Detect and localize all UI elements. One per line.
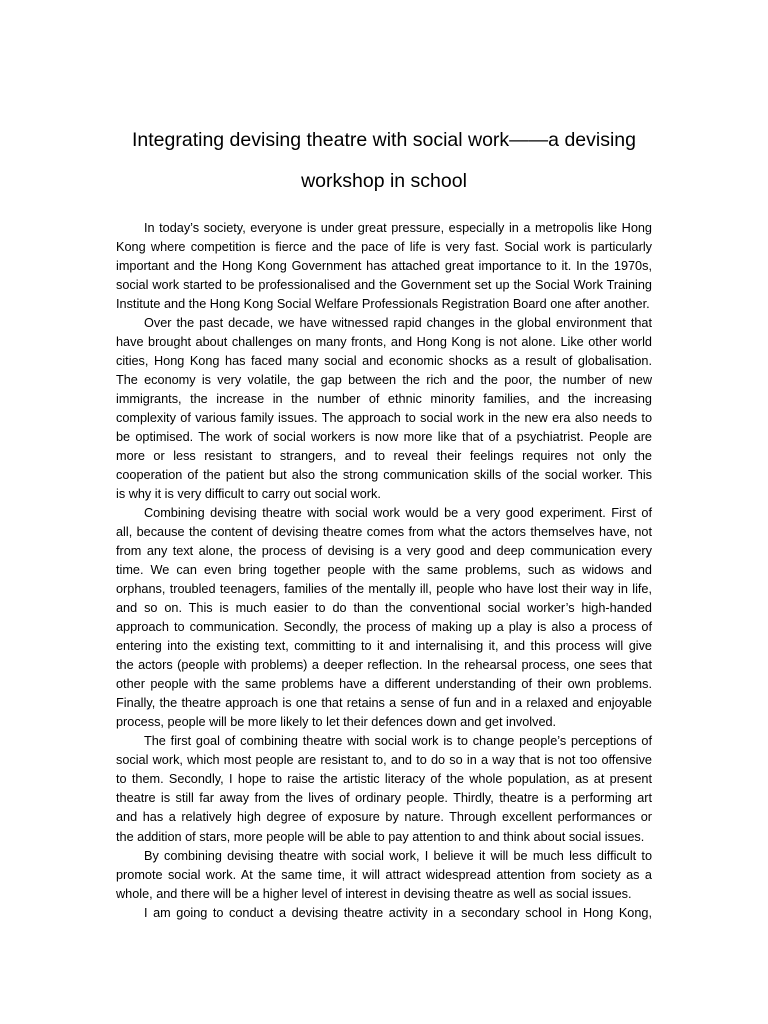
paragraph (116, 847, 652, 904)
text-line: Institute and the Hong Kong Social Welfare Professionals Registration Board one after another. (116, 296, 650, 311)
text-line: The first goal of combining theatre with social work is to change people’s perceptions of (144, 734, 652, 749)
text-line: process, people will be more likely to let their defences down and get involved. (116, 715, 557, 730)
text-line: orphans, troubled teenagers, families of the mentally ill, people who have lost their way in life, (116, 582, 652, 597)
paragraph (116, 219, 652, 314)
document-title: Integrating devising theatre with social work——a devising workshop in school (131, 128, 636, 192)
text-line: theatre is still far away from the lives of ordinary people. Thirdly, theatre is a performing art (116, 791, 652, 806)
text-line: all, because the content of devising theatre comes from what the actors themselves have, not (116, 525, 652, 539)
paragraph (116, 904, 652, 923)
text-line: entering into the existing text, committing to it and internalising it, and this process will give (116, 639, 652, 654)
paragraph (116, 314, 652, 504)
text-line: Finally, the theatre approach is one that retains a sense of fun and in a relaxed and enjoyable (116, 696, 652, 711)
text-line: By combining devising theatre with social work, I believe it will be much less difficult to (144, 848, 652, 863)
text-line: be optimised. The work of social workers is now more like that of a psychiatrist. People are (116, 429, 652, 444)
text-line: In today’s society, everyone is under great pressure, especially in a metropolis like Hong (144, 220, 652, 235)
text-line: Over the past decade, we have witnessed rapid changes in the global environment that (144, 315, 652, 330)
document-body (116, 219, 652, 923)
text-line: Combining devising theatre with social work would be a very good experiment. First of (144, 505, 652, 520)
text-line: important and the Hong Kong Government has attached great importance to it. In the 1970s, (116, 258, 652, 273)
text-line: social work started to be professionalised and the Government set up the Social Work Training (116, 277, 652, 292)
text-line: complexity of various family issues. The approach to social work in the new era also needs to (116, 410, 652, 425)
text-line: Kong where competition is fierce and the pace of life is very fast. Social work is particularly (116, 239, 652, 254)
text-line: from any text alone, the process of devising is a very good and deep communication every (116, 544, 652, 559)
text-line: and so on. This is much easier to do than the conventional social worker’s high-handed (116, 601, 652, 616)
text-line: social work, which most people are resistant to, and to do so in a way that is not too offensive (116, 753, 652, 768)
text-line: the actors (people with problems) a deeper reflection. In the rehearsal process, one sees that (116, 658, 652, 673)
text-line: approach to communication. Secondly, the process of making up a play is also a process of (116, 620, 652, 635)
text-line: time. We can even bring together people with the same problems, such as widows and (116, 563, 652, 578)
text-line: whole, and there will be a higher level of interest in devising theatre as well as social issues. (116, 886, 632, 901)
text-line: the addition of stars, more people will be able to pay attention to and think about social issues. (116, 829, 645, 844)
paragraph (116, 732, 652, 846)
text-line: have brought about challenges on many fronts, and Hong Kong is not alone. Like other world (116, 334, 652, 349)
text-line: promote social work. At the same time, it will attract widespread attention from society as a (116, 867, 652, 882)
text-line: and has a relatively high degree of exposure by nature. Through excellent performances or (116, 810, 652, 825)
text-line: I am going to conduct a devising theatre activity in a secondary school in Hong Kong, (144, 905, 652, 920)
text-line: more or less resistant to strangers, and to reveal their feelings requires not only the (116, 448, 652, 463)
text-line: The economy is very volatile, the gap between the rich and the poor, the number of new (116, 372, 652, 387)
text-line: other people with the same problems have a different understanding of their own problems. (116, 677, 652, 692)
text-line: immigrants, the increase in the number of ethnic minority families, and the increasing (116, 391, 652, 406)
text-line: cooperation of the patient but also the strong communication skills of the social worker. This (116, 467, 652, 482)
paragraph (116, 504, 652, 732)
text-line: is why it is very difficult to carry out social work. (116, 486, 381, 501)
text-line: to them. Secondly, I hope to raise the artistic literacy of the whole population, as at present (116, 772, 652, 787)
text-line: cities, Hong Kong has faced many social and economic shocks as a result of globalisation. (116, 353, 652, 368)
